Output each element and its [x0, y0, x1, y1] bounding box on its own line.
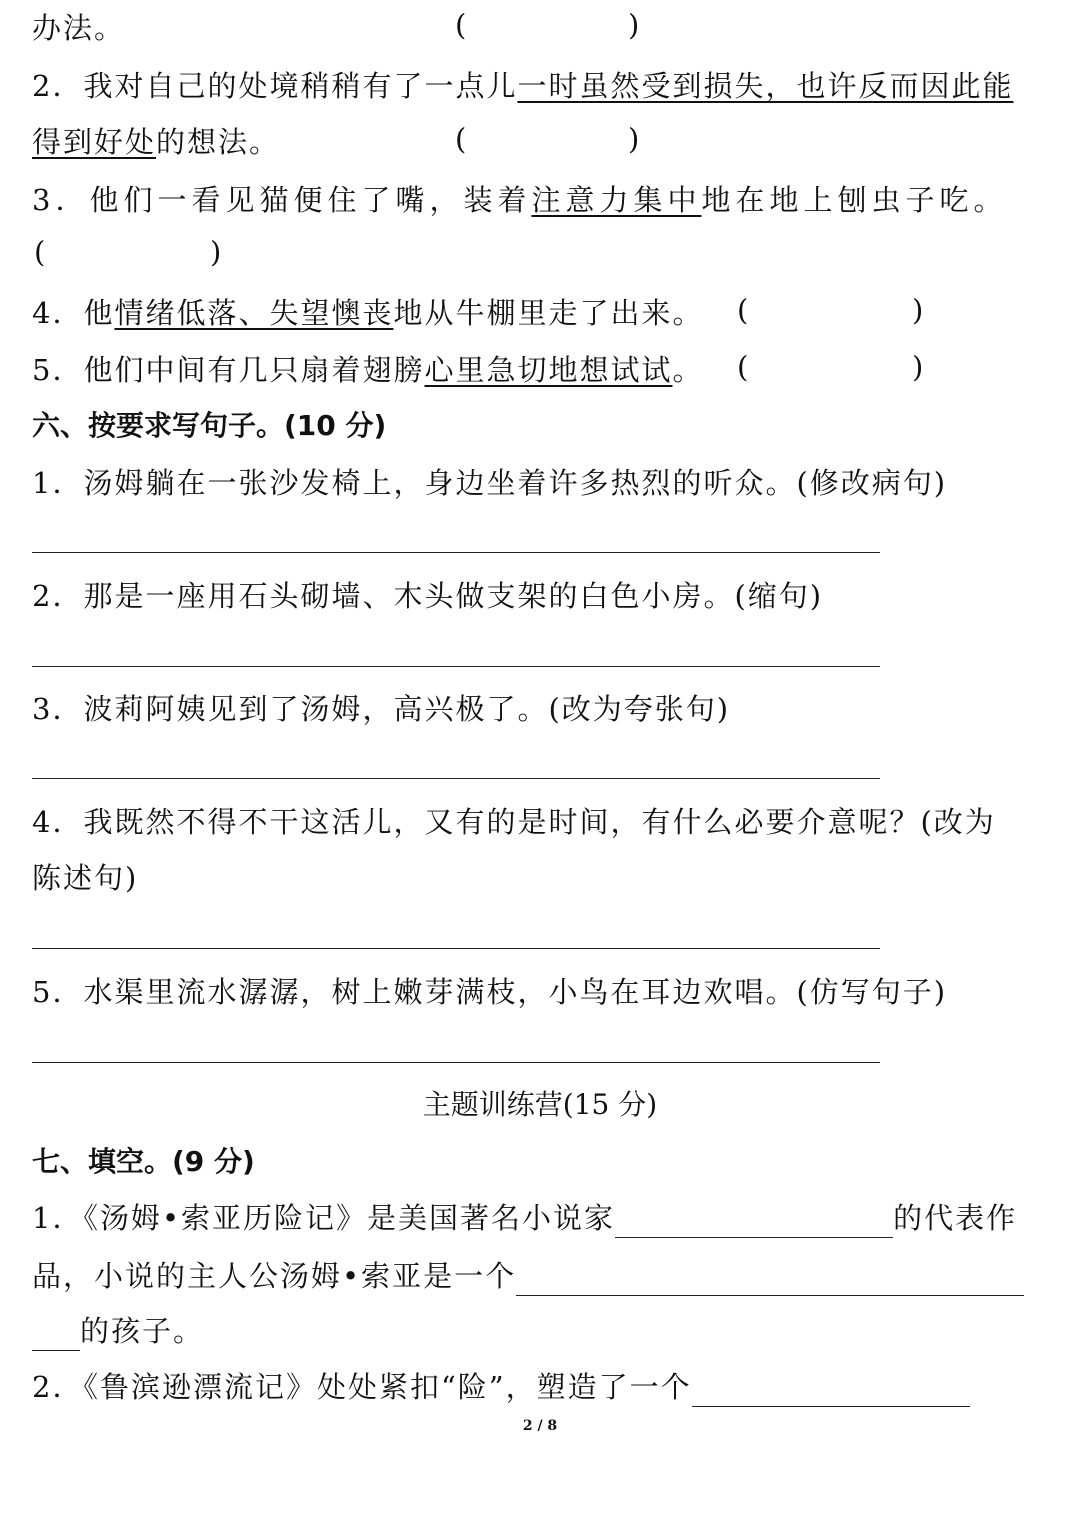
fill-blank[interactable]	[615, 1205, 893, 1238]
s7-q2-line1: 2．《鲁滨逊漂流记》处处紧扣“险”，塑造了一个	[32, 1367, 970, 1407]
q1-tail: 办法。	[32, 11, 126, 45]
s7-q1-line3: 的孩子。	[32, 1311, 204, 1351]
answer-paren-close-1: )	[628, 8, 640, 42]
fill-blank[interactable]	[692, 1374, 970, 1407]
s6-q4-line1: 4．我既然不得不干这活儿，又有的是时间，有什么必要介意呢？(改为	[32, 805, 996, 839]
s7-q1-line2: 品，小说的主人公汤姆•索亚是一个	[32, 1256, 1024, 1296]
answer-paren-close-3: )	[210, 235, 222, 269]
section7-heading: 七、填空。(9 分)	[32, 1145, 255, 1178]
answer-paren-open-1: (	[455, 8, 467, 42]
underlined-phrase: 一时虽然受到损失，也许反而因此能	[517, 69, 1014, 103]
s6-q4-line2: 陈述句)	[32, 861, 139, 895]
q3-line: 3．他们一看见猫便住了嘴，装着注意力集中地在地上刨虫子吃。	[32, 183, 1008, 217]
q2-line2: 得到好处的想法。	[32, 125, 281, 159]
theme-title: 主题训练营(15 分)	[422, 1088, 658, 1121]
s6-q2: 2．那是一座用石头砌墙、木头做支架的白色小房。(缩句)	[32, 579, 824, 613]
answer-paren-open-2: (	[455, 122, 467, 156]
s7-q1-line1: 1．《汤姆•索亚历险记》是美国著名小说家 的代表作	[32, 1198, 1017, 1238]
underlined-phrase: 情绪低落、失望懊丧	[114, 296, 394, 330]
q2-line1: 2．我对自己的处境稍稍有了一点儿一时虽然受到损失，也许反而因此能	[32, 69, 1014, 103]
answer-paren-close-4: )	[912, 293, 924, 327]
underlined-phrase: 注意力集中	[531, 183, 702, 217]
section6-heading: 六、按要求写句子。(10 分)	[32, 409, 387, 442]
s6-q3: 3．波莉阿姨见到了汤姆，高兴极了。(改为夸张句)	[32, 692, 731, 726]
answer-paren-open-3: (	[34, 235, 46, 269]
answer-line[interactable]	[32, 948, 880, 949]
answer-paren-close-2: )	[628, 122, 640, 156]
fill-blank[interactable]	[32, 1318, 80, 1351]
answer-paren-open-4: (	[737, 293, 749, 327]
q4-line: 4．他情绪低落、失望懊丧地从牛棚里走了出来。	[32, 296, 704, 330]
answer-line[interactable]	[32, 552, 880, 553]
s6-q5: 5．水渠里流水潺潺，树上嫩芽满枝，小鸟在耳边欢唱。(仿写句子)	[32, 975, 948, 1009]
answer-line[interactable]	[32, 1062, 880, 1063]
s6-q1: 1．汤姆躺在一张沙发椅上，身边坐着许多热烈的听众。(修改病句)	[32, 466, 948, 500]
underlined-phrase: 心里急切地想试试	[424, 353, 673, 387]
answer-line[interactable]	[32, 778, 880, 779]
page-number: 2 / 8	[522, 1418, 558, 1434]
underlined-phrase: 得到好处	[32, 125, 157, 159]
answer-paren-open-5: (	[737, 350, 749, 384]
q5-line: 5．他们中间有几只扇着翅膀心里急切地想试试。	[32, 353, 704, 387]
answer-line[interactable]	[32, 666, 880, 667]
fill-blank[interactable]	[516, 1263, 1024, 1296]
answer-paren-close-5: )	[912, 350, 924, 384]
